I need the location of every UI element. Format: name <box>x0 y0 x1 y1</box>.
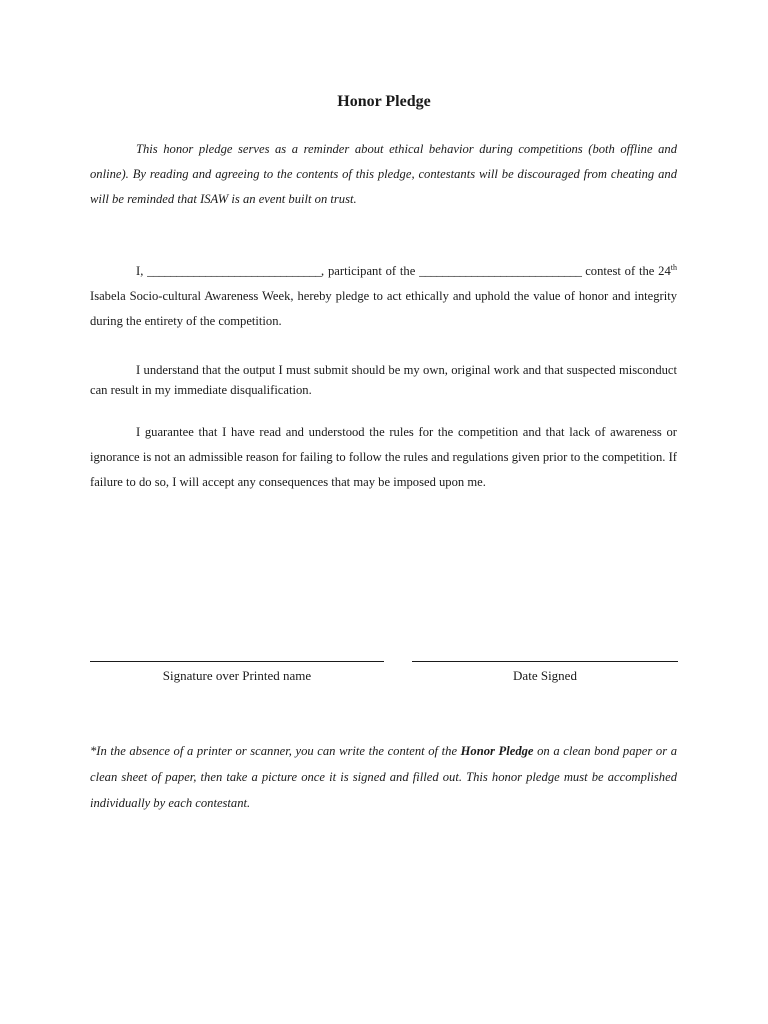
pledge-paragraph <box>90 259 677 334</box>
date-line <box>412 661 678 662</box>
originality-paragraph: I understand that the output I must submit should be my own, original work and that suspected misconduct can result in my immediate disqualification. <box>90 363 677 397</box>
name-blank: ______________________________ <box>147 264 322 278</box>
footnote-emphasis: Honor Pledge <box>460 744 534 758</box>
pledge-middle: , participant of the <box>321 264 416 278</box>
pledge-prefix: I, <box>136 264 144 278</box>
footnote <box>90 738 677 816</box>
signature-line <box>90 661 384 662</box>
contest-blank: ____________________________ <box>419 264 582 278</box>
signature-label: Signature over Printed name <box>162 668 312 683</box>
footnote-after: on a clean bond paper or a clean sheet of paper, then take a picture once it is signed and filled out. This honor pledge must be accomplished individually by each contestant. <box>90 744 677 810</box>
intro-paragraph: This honor pledge serves as a reminder about ethical behavior during competitions (both offline and online). By reading and agreeing to the contents of this pledge, contestants will be discouraged from cheating and will be reminded that ISAW is an event built on trust. <box>90 142 677 206</box>
date-label: Date Signed <box>513 668 577 683</box>
rules-paragraph: I guarantee that I have read and understood the rules for the competition and that lack of awareness or ignorance is not an admissible reason for failing to follow the rules and regulations given prior to the competition. If failure to do so, I will accept any consequences that may be imposed upon me. <box>90 425 677 489</box>
pledge-rest: Isabela Socio-cultural Awareness Week, hereby pledge to act ethically and uphold the value of honor and integrity during the entirety of the competition. <box>90 289 677 328</box>
footnote-before: *In the absence of a printer or scanner, you can write the content of the <box>90 744 461 758</box>
ordinal-suffix: th <box>670 262 677 272</box>
page-title: Honor Pledge <box>337 93 431 110</box>
pledge-contest-of: contest of the 24 <box>585 264 671 278</box>
